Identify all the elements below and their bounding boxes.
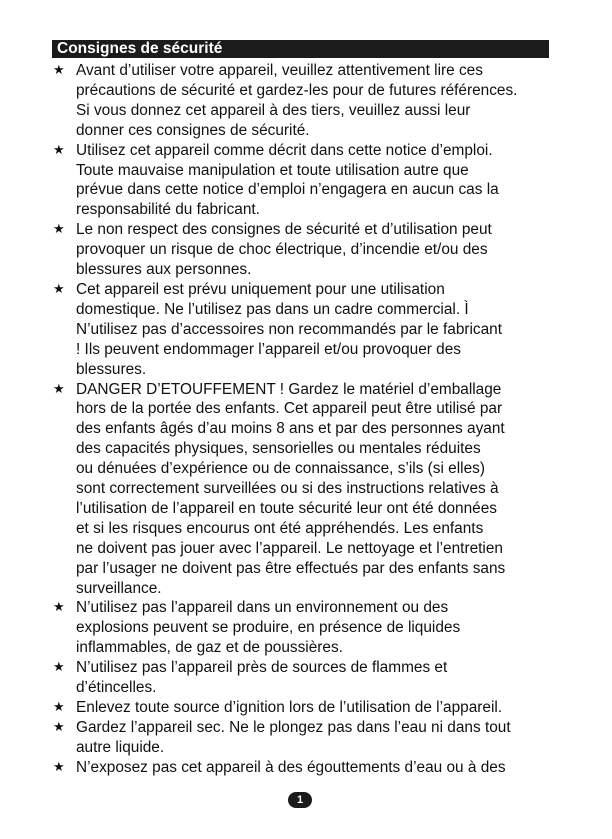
list-item-text	[76, 758, 552, 778]
star-bullet-icon: ★	[53, 700, 65, 715]
text-line: N’utilisez pas l’appareil près de sources de flammes et	[76, 659, 448, 677]
text-line: précautions de sécurité et gardez-les pour de futures références.	[76, 81, 518, 99]
section-header	[52, 40, 549, 58]
star-bullet-icon: ★	[53, 222, 65, 238]
list-item	[52, 758, 552, 778]
star-bullet-icon: ★	[53, 719, 65, 735]
text-line: l’utilisation de l’appareil en toute sécurité leur ont été données	[76, 499, 497, 517]
list-item-text	[76, 698, 552, 718]
text-line: sont correctement surveillées ou si des instructions relatives à	[76, 480, 499, 498]
text-line: prévue dans cette notice d’emploi n’engagera en aucun cas la	[76, 181, 499, 199]
star-bullet-icon: ★	[53, 660, 65, 676]
list-item-text	[76, 141, 552, 221]
text-line: blessures.	[76, 360, 147, 378]
text-line: inflammables, de gaz et de poussières.	[76, 639, 343, 657]
text-line: Enlevez toute source d’ignition lors de l’utilisation de l’appareil.	[76, 699, 503, 716]
text-line: Si vous donnez cet appareil à des tiers, veuillez aussi leur	[76, 101, 471, 119]
text-line: Cet appareil est prévu uniquement pour une utilisation	[76, 280, 445, 298]
list-item-text	[76, 220, 552, 280]
list-item	[52, 380, 552, 599]
list-item-text	[76, 658, 552, 698]
star-bullet-icon: ★	[53, 63, 65, 78]
list-item	[52, 220, 552, 280]
star-bullet-icon: ★	[53, 142, 65, 158]
list-item-text	[76, 61, 552, 141]
page-number: 1	[288, 792, 312, 808]
text-line: par l’usager ne doivent pas être effectués par des enfants sans	[76, 559, 506, 577]
text-line: des enfants âgés d’au moins 8 ans et par des personnes ayant	[76, 420, 505, 438]
safety-instructions-list	[52, 61, 552, 778]
text-line: surveillance.	[76, 579, 162, 597]
text-line: domestique. Ne l’utilisez pas dans un cadre commercial. Ì	[76, 300, 469, 318]
text-line: Gardez l’appareil sec. Ne le plongez pas dans l’eau ni dans tout	[76, 718, 511, 736]
text-line: autre liquide.	[76, 738, 165, 756]
text-line: N’utilisez pas d’accessoires non recommandés par le fabricant	[76, 320, 503, 338]
text-line: ou dénuées d’expérience ou de connaissance, s’ils (si elles)	[76, 460, 485, 478]
list-item	[52, 658, 552, 698]
list-item-text	[76, 718, 552, 758]
list-item-text	[76, 280, 552, 380]
list-item	[52, 61, 552, 141]
text-line: responsabilité du fabricant.	[76, 201, 260, 219]
list-item-text	[76, 380, 552, 599]
text-line: provoquer un risque de choc électrique, d’incendie et/ou des	[76, 241, 488, 259]
text-line: Avant d’utiliser votre appareil, veuillez attentivement lire ces	[76, 62, 483, 79]
star-bullet-icon: ★	[53, 600, 65, 616]
text-line: des capacités physiques, sensorielles ou mentales réduites	[76, 440, 481, 458]
list-item	[52, 698, 552, 718]
text-line: blessures aux personnes.	[76, 261, 252, 279]
star-bullet-icon: ★	[53, 381, 65, 397]
text-line: donner ces consignes de sécurité.	[76, 121, 310, 139]
text-line: Utilisez cet appareil comme décrit dans cette notice d’emploi.	[76, 141, 493, 159]
text-line: DANGER D’ETOUFFEMENT ! Gardez le matériel d’emballage	[76, 380, 502, 398]
list-item	[52, 718, 552, 758]
text-line: explosions peuvent se produire, en présence de liquides	[76, 619, 461, 637]
text-line: Toute mauvaise manipulation et toute utilisation autre que	[76, 161, 469, 179]
list-item	[52, 598, 552, 658]
text-line: N’utilisez pas l’appareil dans un environnement ou des	[76, 599, 449, 617]
list-item-text	[76, 598, 552, 658]
text-line: Le non respect des consignes de sécurité et d’utilisation peut	[76, 221, 492, 239]
text-line: et si les risques encourus ont été appréhendés. Les enfants	[76, 519, 484, 537]
star-bullet-icon: ★	[53, 281, 65, 297]
list-item	[52, 141, 552, 221]
text-line: d’étincelles.	[76, 679, 157, 697]
text-line: ne doivent pas jouer avec l’appareil. Le nettoyage et l’entretien	[76, 539, 503, 557]
text-line: ! Ils peuvent endommager l’appareil et/ou provoquer des	[76, 340, 461, 358]
text-line: hors de la portée des enfants. Cet appareil peut être utilisé par	[76, 400, 503, 418]
section-title: Consignes de sécurité	[57, 40, 223, 57]
star-bullet-icon: ★	[53, 759, 65, 775]
text-line: N’exposez pas cet appareil à des égouttements d’eau ou à des	[76, 758, 506, 776]
list-item	[52, 280, 552, 380]
